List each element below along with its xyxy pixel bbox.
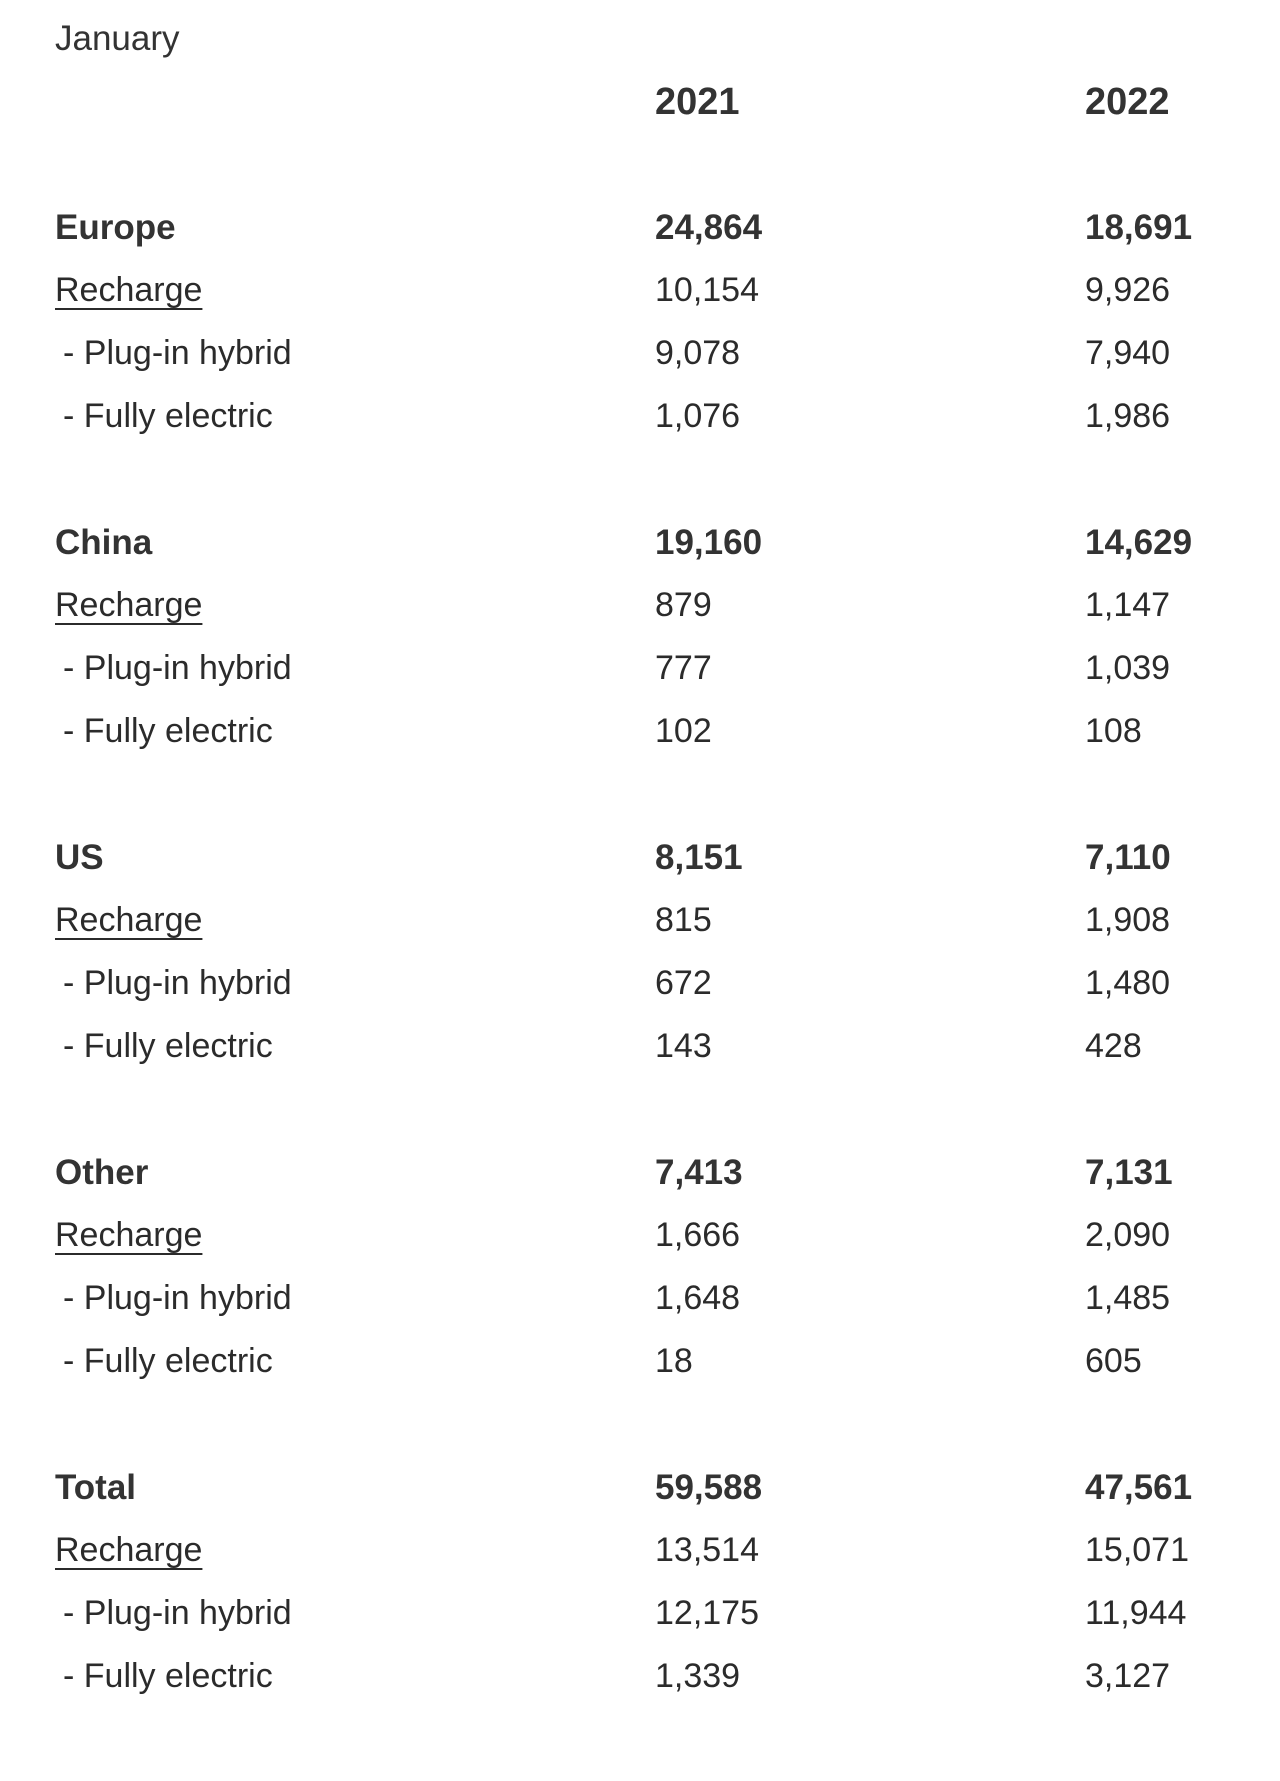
- value-2021: 672: [655, 964, 712, 1002]
- value-2021: 18: [655, 1342, 693, 1380]
- value-2021: 13,514: [655, 1531, 759, 1569]
- region-label: US: [55, 838, 104, 877]
- value-2022: 1,039: [1085, 649, 1171, 687]
- us-recharge-row: [0, 889, 1280, 952]
- region-row-total: [0, 1456, 1280, 1519]
- region-label: Europe: [55, 208, 176, 247]
- value-2022: 108: [1085, 712, 1142, 750]
- region-total-2021: 24,864: [655, 208, 763, 247]
- china-fully-electric-row: [0, 700, 1280, 763]
- value-2021: 1,666: [655, 1216, 741, 1254]
- recharge-link[interactable]: Recharge: [55, 901, 203, 939]
- value-2022: 15,071: [1085, 1531, 1189, 1569]
- europe-recharge-row: [0, 259, 1280, 322]
- region-label: Total: [55, 1468, 137, 1507]
- value-2022: 9,926: [1085, 271, 1171, 309]
- value-2021: 1,648: [655, 1279, 741, 1317]
- region-label: China: [55, 523, 153, 562]
- region-total-2021: 59,588: [655, 1468, 763, 1507]
- other-recharge-row: [0, 1204, 1280, 1267]
- fully-electric-label: - Fully electric: [63, 1657, 273, 1695]
- year-header-2022: 2022: [1085, 81, 1170, 123]
- total-fully-electric-row: [0, 1645, 1280, 1708]
- value-2021: 9,078: [655, 334, 741, 372]
- value-2021: 1,339: [655, 1657, 741, 1695]
- region-total-2022: 7,131: [1085, 1153, 1173, 1192]
- china-recharge-row: [0, 574, 1280, 637]
- fully-electric-label: - Fully electric: [63, 712, 273, 750]
- value-2022: 1,480: [1085, 964, 1171, 1002]
- region-total-2021: 7,413: [655, 1153, 743, 1192]
- value-2022: 1,986: [1085, 397, 1171, 435]
- region-row-other: [0, 1141, 1280, 1204]
- value-2021: 1,076: [655, 397, 741, 435]
- fully-electric-label: - Fully electric: [63, 397, 273, 435]
- region-total-2022: 47,561: [1085, 1468, 1193, 1507]
- other-fully-electric-row: [0, 1330, 1280, 1393]
- month-title: January: [55, 19, 180, 58]
- other-plug-in-hybrid-row: [0, 1267, 1280, 1330]
- region-row-us: [0, 826, 1280, 889]
- total-plug-in-hybrid-row: [0, 1582, 1280, 1645]
- us-plug-in-hybrid-row: [0, 952, 1280, 1015]
- europe-fully-electric-row: [0, 385, 1280, 448]
- plug-in-hybrid-label: - Plug-in hybrid: [63, 964, 292, 1002]
- region-row-europe: [0, 196, 1280, 259]
- total-recharge-row: [0, 1519, 1280, 1582]
- recharge-link[interactable]: Recharge: [55, 1216, 203, 1254]
- europe-plug-in-hybrid-row: [0, 322, 1280, 385]
- china-plug-in-hybrid-row: [0, 637, 1280, 700]
- region-label: Other: [55, 1153, 149, 1192]
- year-header-2021: 2021: [655, 81, 740, 123]
- value-2021: 12,175: [655, 1594, 759, 1632]
- value-2022: 605: [1085, 1342, 1142, 1380]
- value-2021: 777: [655, 649, 712, 687]
- region-total-2021: 8,151: [655, 838, 743, 877]
- value-2022: 1,485: [1085, 1279, 1171, 1317]
- plug-in-hybrid-label: - Plug-in hybrid: [63, 334, 292, 372]
- value-2022: 428: [1085, 1027, 1142, 1065]
- plug-in-hybrid-label: - Plug-in hybrid: [63, 1594, 292, 1632]
- plug-in-hybrid-label: - Plug-in hybrid: [63, 649, 292, 687]
- region-row-china: [0, 511, 1280, 574]
- region-total-2022: 7,110: [1085, 838, 1171, 877]
- value-2021: 879: [655, 586, 712, 624]
- value-2021: 102: [655, 712, 712, 750]
- plug-in-hybrid-label: - Plug-in hybrid: [63, 1279, 292, 1317]
- value-2022: 2,090: [1085, 1216, 1171, 1254]
- value-2022: 1,147: [1085, 586, 1171, 624]
- region-total-2022: 14,629: [1085, 523, 1193, 562]
- fully-electric-label: - Fully electric: [63, 1342, 273, 1380]
- recharge-link[interactable]: Recharge: [55, 271, 203, 309]
- value-2021: 815: [655, 901, 712, 939]
- fully-electric-label: - Fully electric: [63, 1027, 273, 1065]
- value-2022: 7,940: [1085, 334, 1171, 372]
- value-2021: 10,154: [655, 271, 759, 309]
- recharge-link[interactable]: Recharge: [55, 586, 203, 624]
- value-2022: 1,908: [1085, 901, 1171, 939]
- value-2022: 3,127: [1085, 1657, 1171, 1695]
- us-fully-electric-row: [0, 1015, 1280, 1078]
- region-total-2022: 18,691: [1085, 208, 1193, 247]
- value-2021: 143: [655, 1027, 712, 1065]
- region-total-2021: 19,160: [655, 523, 763, 562]
- recharge-link[interactable]: Recharge: [55, 1531, 203, 1569]
- value-2022: 11,944: [1085, 1594, 1187, 1632]
